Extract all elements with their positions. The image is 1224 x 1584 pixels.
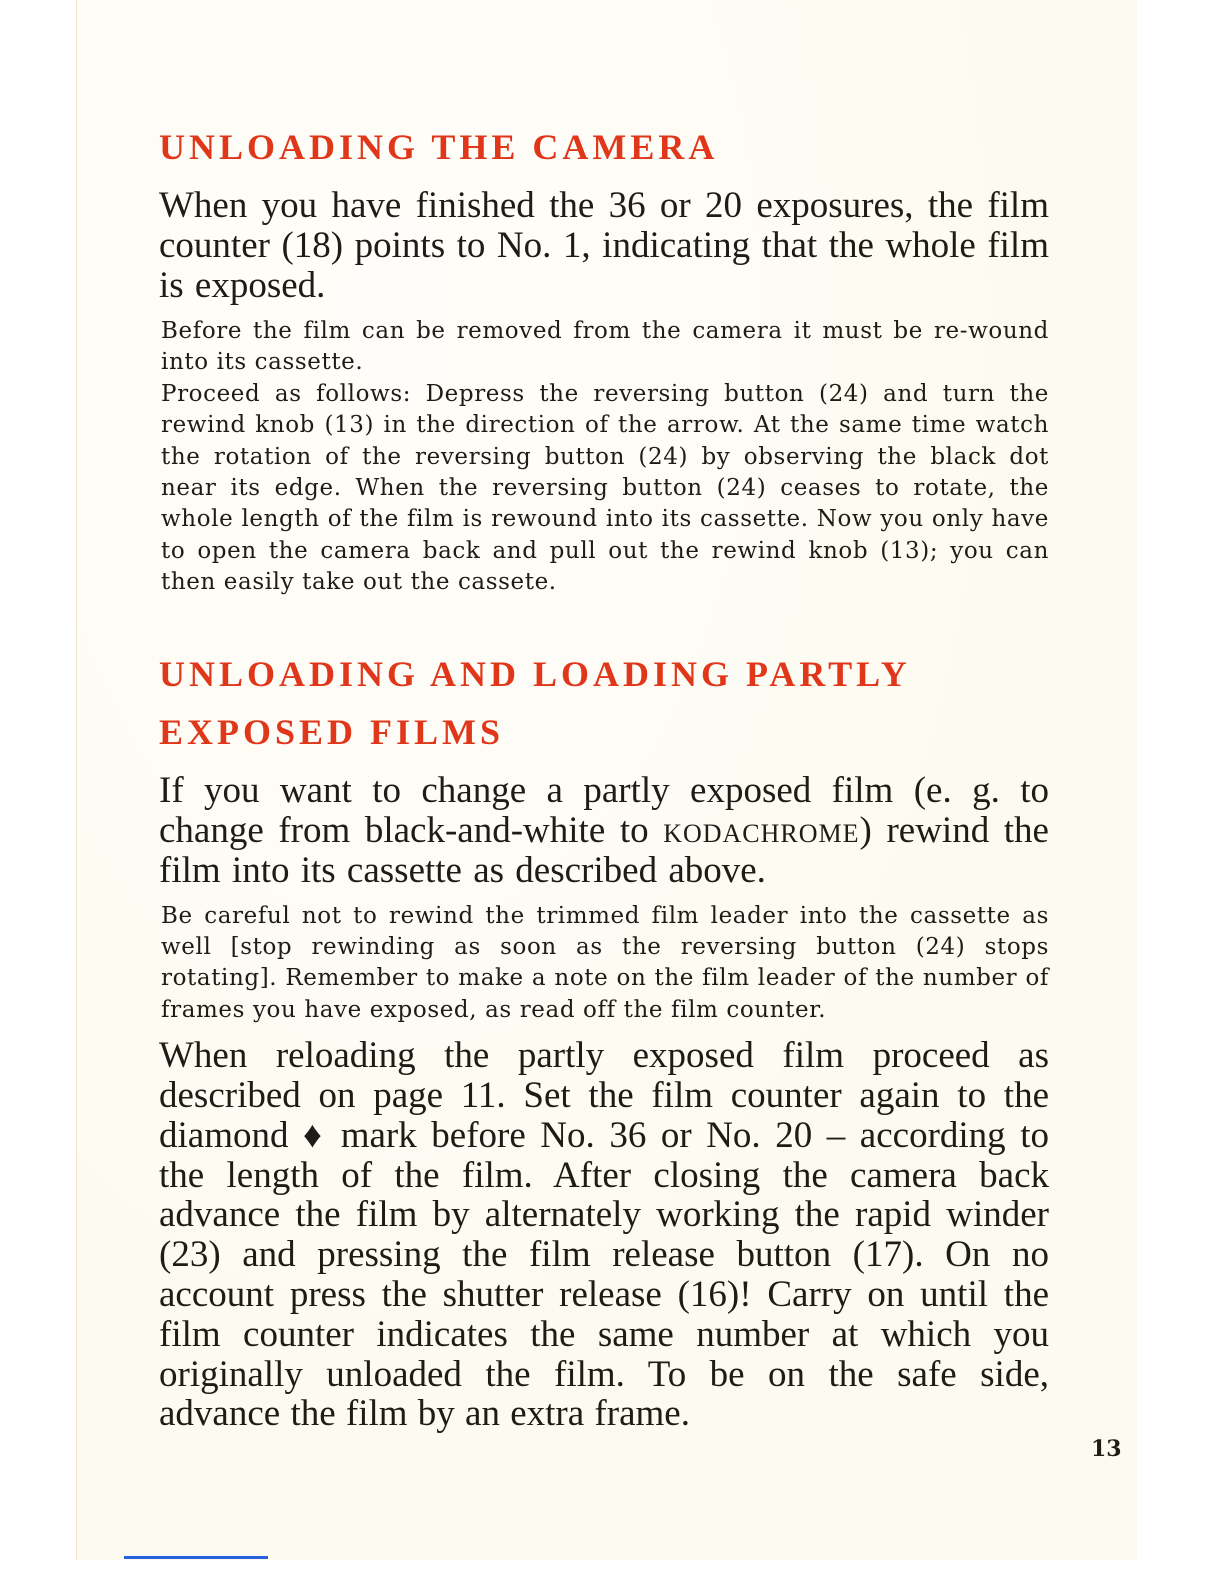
- rewind-note-paragraph: Before the film can be removed from the camera it must be re-wound into its cassette.: [161, 318, 1049, 376]
- page-number: 13: [1091, 1436, 1122, 1462]
- small-text-block-2: [161, 901, 1049, 1027]
- lead-text-part-2: ) rewind the film into its cassette as described above.: [159, 809, 1049, 891]
- section-unloading-camera: [159, 118, 1049, 599]
- heading-line-2: EXPOSED FILMS: [159, 711, 505, 752]
- section-partly-exposed-films: [159, 645, 1049, 1435]
- small-text-block: [161, 316, 1049, 599]
- scan-edge-mark: [124, 1556, 268, 1559]
- lead-text-part-1: If you want to change a partly exposed film (e. g. to change from black-and-white to: [159, 769, 1049, 851]
- lead-paragraph: When you have finished the 36 or 20 exposures, the film counter (18) points to No. 1, indicating that the whole film is exposed.: [159, 185, 1049, 306]
- procedure-paragraph: Proceed as follows: Depress the reversing button (24) and turn the rewind knob (13) in the direction of the arrow. At the same time watch the rotation of the reversing button (24) by observing the black dot near its edge. When the reversing button (24) ceases to rotate, the whole length of the film is rewound into its cassette. Now you only have to open the camera back and pull out the rewind knob (13); you can then easily take out the cassete.: [161, 380, 1049, 596]
- section-heading-unloading-camera: UNLOADING THE CAMERA: [159, 127, 719, 167]
- heading-line-1: UNLOADING AND LOADING PARTLY: [159, 653, 911, 694]
- manual-page: [76, 0, 1137, 1560]
- section-heading-partly-exposed: [159, 645, 1049, 761]
- change-film-paragraph: [159, 771, 1049, 891]
- page-content: [159, 118, 1049, 1434]
- reloading-paragraph: When reloading the partly exposed film proceed as described on page 11. Set the film counter again to the diamond ♦ mark before No. 36 or No. 20 – according to the length of the film. After closing the camera back advance the film by alternately working the rapid winder (23) and pressing the film release button (17). On no account press the shutter release (16)! Carry on until the film counter indicates the same number at which you originally unloaded the film. To be on the safe side, advance the film by an extra frame.: [159, 1035, 1049, 1435]
- careful-note-paragraph: Be careful not to rewind the trimmed film leader into the cassette as well [stop rewinding as soon as the reversing button (24) stops rotating]. Remember to make a note on the film leader of the number of frames you have exposed, as read off the film counter.: [161, 902, 1049, 1023]
- brand-name-kodachrome: kodachrome: [663, 809, 860, 851]
